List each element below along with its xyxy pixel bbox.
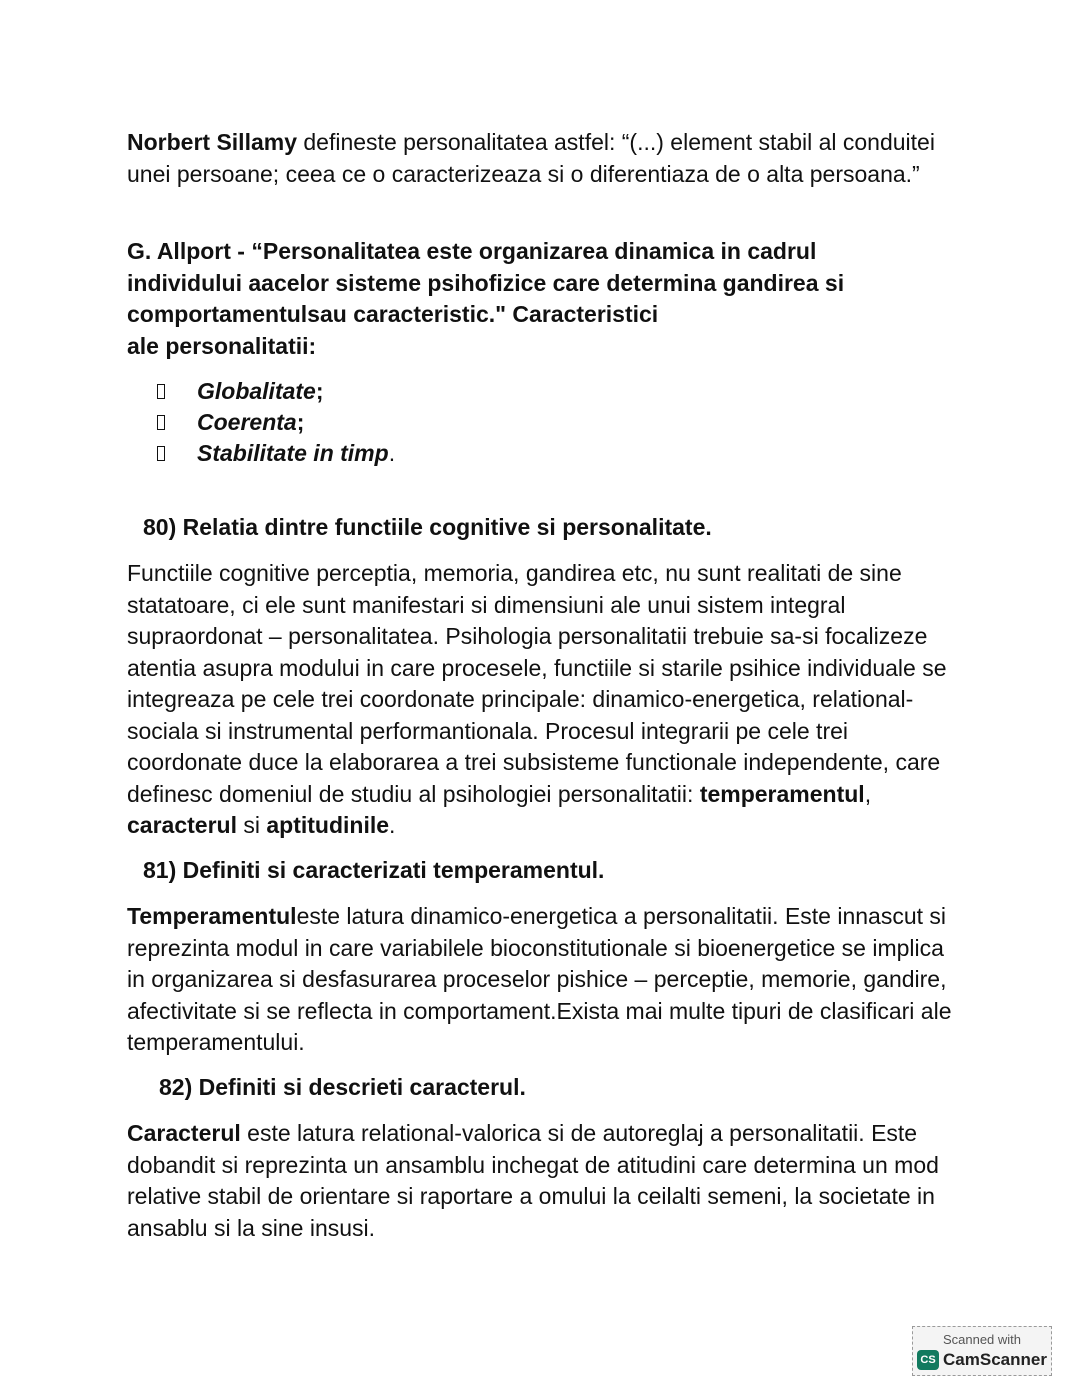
author-name: Norbert Sillamy (127, 129, 297, 155)
item-suffix: . (388, 440, 396, 466)
section-heading-80: 80) Relatia dintre functiile cognitive si personalitate. (143, 514, 712, 540)
separator: si (236, 812, 267, 838)
end-punct: . (389, 812, 396, 838)
list-item (157, 438, 395, 469)
watermark-caption: Scanned with (942, 1332, 1022, 1347)
brand-name: CamScanner (943, 1350, 1047, 1369)
allport-definition (127, 236, 967, 362)
characteristics-list (157, 376, 395, 469)
list-item (157, 376, 395, 407)
term-aptitudini: aptitudinile (266, 812, 390, 838)
term-caracter: Caracterul (127, 1120, 241, 1146)
term-temperament: Temperamentul (127, 903, 297, 929)
section-text-80 (127, 558, 967, 842)
item-label: Globalitate (197, 378, 316, 404)
bullet-box-icon (157, 384, 165, 399)
section-heading-82: 82) Definiti si descrieti caracterul. (159, 1074, 526, 1100)
item-suffix: ; (296, 409, 305, 435)
section-text-82 (127, 1118, 967, 1244)
camscanner-watermark (912, 1326, 1052, 1376)
allport-line: G. Allport - “Personalitatea este organizarea dinamica in cadrul (127, 238, 817, 264)
item-label: Stabilitate in timp (197, 440, 389, 466)
allport-line: ale personalitatii: (127, 332, 317, 359)
bullet-box-icon (157, 415, 165, 430)
body-text: este latura relational-valorica si de autoreglaj a personalitatii. Este dobandit si reprezinta un ansamblu inchegat de atitudini care determina un mod relative stabil de orientare si raportare a omului la ceilalti semeni, la societate in ansablu si la sine insusi. (127, 1120, 939, 1241)
allport-line: comportamentulsau caracteristic." Caracteristici (127, 301, 659, 327)
definition-text: defineste personalitatea astfel: “(...) element stabil al conduitei unei persoane; ceea ce o caracterizeaza si o diferentiaza de o alta persoana.” (127, 129, 935, 187)
allport-line: individului aacelor sisteme psihofizice care determina gandirea si (127, 269, 845, 296)
camscanner-logo-icon: CS (917, 1350, 939, 1370)
item-suffix: ; (315, 378, 324, 404)
bullet-box-icon (157, 446, 165, 461)
term-temperament: temperamentul (699, 780, 865, 807)
separator: , (864, 780, 872, 807)
item-label: Coerenta (197, 409, 297, 435)
list-item (157, 407, 395, 438)
term-caracter: caracterul (127, 812, 237, 838)
section-text-81 (127, 901, 967, 1059)
body-text: Functiile cognitive perceptia, memoria, gandirea etc, nu sunt realitati de sine statatoare, ci ele sunt manifestari si dimensiuni ale unui sistem integral supraordonat – personalitatea. Psihologia personalitatii trebuie sa-si focalizeze atentia asupra modului in care procesele, functiile si starile psihice individuale se integreaza pe cele trei coordonate principale: dinamico-energetica, relational-sociala si instrumental performantionala. Procesul integrarii pe cele trei coordonate duce la elaborarea a trei subsisteme functionale independente, care definesc domeniul de studiu al psihologiei personalitatii: (127, 560, 947, 807)
body-text: este latura dinamico-energetica a personalitatii. Este innascut si reprezinta modul in care variabilele bioconstitutionale si bioenergetice se implica in organizarea si desfasurarea proceselor pishice – perceptie, memorie, gandire, afectivitate si se reflecta in comportament.Exista mai multe tipuri de clasificari ale temperamentului. (127, 903, 952, 1055)
section-heading-81: 81) Definiti si caracterizati temperamentul. (143, 857, 605, 883)
sillamy-definition (127, 127, 967, 190)
